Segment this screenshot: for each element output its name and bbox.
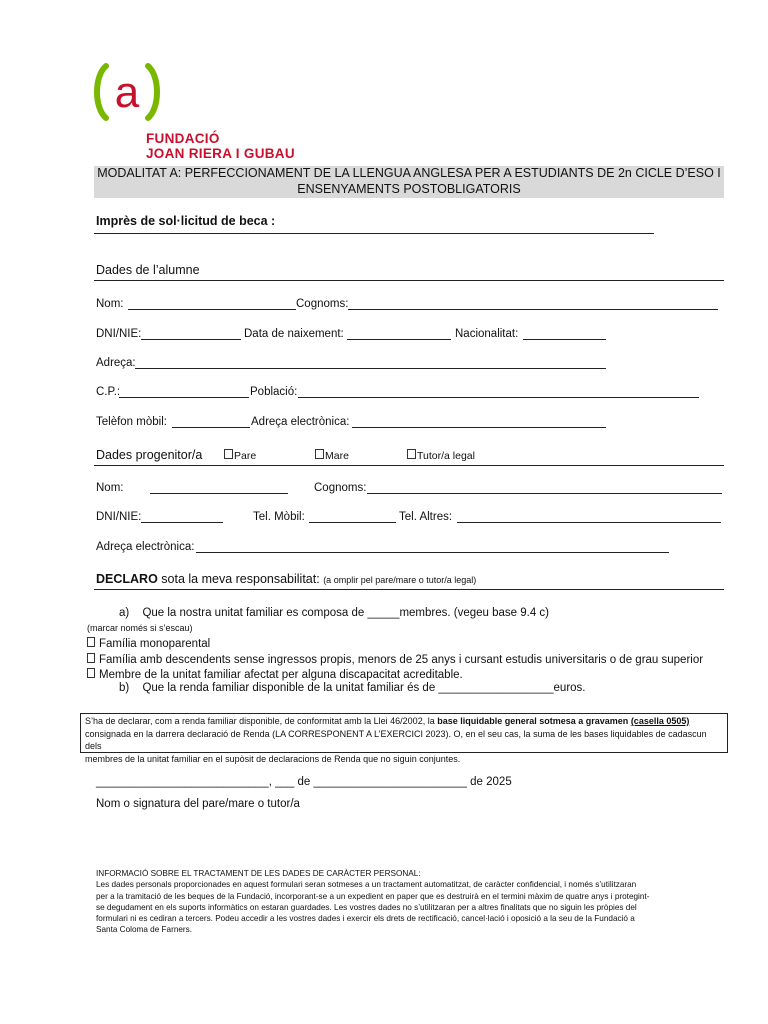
check-item-2[interactable] bbox=[87, 653, 703, 666]
item-b-text-1: Que la renda familiar disponible de la unitat familiar és de bbox=[142, 682, 439, 694]
year-text: de 2025 bbox=[466, 776, 512, 788]
student-email-label: Adreça electrònica: bbox=[251, 416, 350, 428]
student-phone-label: Telèfon mòbil: bbox=[96, 416, 167, 428]
student-nom-label: Nom: bbox=[96, 298, 124, 310]
parent-option-mare-label: Mare bbox=[325, 450, 349, 462]
declaro-rule bbox=[94, 589, 724, 590]
student-cognoms-label: Cognoms: bbox=[296, 298, 349, 310]
student-cp-label: C.P.: bbox=[96, 386, 121, 398]
checkbox-icon[interactable] bbox=[407, 449, 416, 459]
notice-p1-boldul: (casella 0505) bbox=[630, 716, 690, 726]
notice-p1: S’ha de declarar, com a renda familiar disponible, de conformitat amb la Llei 46/2002, la bbox=[85, 716, 438, 726]
student-address-field[interactable] bbox=[135, 368, 606, 369]
parent-email-field[interactable] bbox=[196, 552, 669, 553]
student-nationality-label: Nacionalitat: bbox=[455, 328, 519, 340]
parent-nom-field[interactable] bbox=[150, 493, 288, 494]
student-dob-label: Data de naixement: bbox=[244, 328, 344, 340]
parent-option-tutor-label: Tutor/a legal bbox=[417, 450, 475, 462]
modality-banner bbox=[94, 166, 724, 198]
notice-line-1 bbox=[85, 715, 723, 728]
checkbox-icon[interactable] bbox=[315, 449, 324, 459]
mark-note: (marcar només si s’escau) bbox=[87, 623, 193, 633]
item-b-text-2: euros. bbox=[553, 682, 586, 694]
student-heading: Dades de l’alumne bbox=[96, 263, 200, 277]
parent-nom-label: Nom: bbox=[96, 482, 124, 494]
parent-heading: Dades progenitor/a bbox=[96, 448, 203, 462]
student-email-field[interactable] bbox=[352, 427, 606, 428]
parent-cognoms-field[interactable] bbox=[367, 493, 722, 494]
privacy-title: INFORMACIÓ SOBRE EL TRACTAMENT DE LES DADES DE CARÀCTER PERSONAL: bbox=[96, 869, 421, 878]
parent-dni-label: DNI/NIE: bbox=[96, 511, 142, 523]
parent-heading-rule bbox=[94, 465, 724, 466]
parent-cognoms-label: Cognoms: bbox=[314, 482, 367, 494]
student-cognoms-field[interactable] bbox=[348, 309, 718, 310]
banner-line-2: ENSENYAMENTS POSTOBLIGATORIS bbox=[297, 181, 521, 196]
student-dni-label: DNI/NIE: bbox=[96, 328, 142, 340]
notice-line-3: membres de la unitat familiar en el supòsit de declaracions de Renda que no siguin conjuntes. bbox=[85, 753, 461, 764]
checkbox-icon[interactable] bbox=[224, 449, 233, 459]
notice-p1-bold: base liquidable general sotmesa a gravamen bbox=[437, 716, 629, 726]
check-item-3-label: Membre de la unitat familiar afectat per alguna discapacitat acreditable. bbox=[99, 669, 463, 681]
checkbox-icon[interactable] bbox=[87, 637, 95, 647]
title-rule bbox=[94, 233, 654, 234]
checkbox-icon[interactable] bbox=[87, 668, 95, 678]
privacy-line-1: Les dades personals proporcionades en aquest formulari seran sotmeses a un tractament automatitzat, de caràcter confidencial, i només s’utilitzaran bbox=[96, 880, 637, 890]
item-a bbox=[119, 607, 549, 619]
parent-dni-field[interactable] bbox=[141, 522, 223, 523]
declaro-bold: DECLARO bbox=[96, 572, 158, 586]
item-a-prefix: a) bbox=[119, 607, 130, 619]
svg-text:a: a bbox=[114, 68, 140, 117]
parent-option-pare-label: Pare bbox=[234, 450, 257, 462]
signature-date-line bbox=[96, 776, 512, 788]
parent-mobile-field[interactable] bbox=[309, 522, 396, 523]
parent-option-tutor[interactable] bbox=[407, 449, 475, 462]
item-a-text-2: membres. (vegeu base 9.4 c) bbox=[399, 607, 550, 619]
parent-mobile-label: Tel. Mòbil: bbox=[253, 511, 305, 523]
form-title: Imprès de sol·licitud de beca : bbox=[96, 214, 276, 228]
check-item-3[interactable] bbox=[87, 668, 463, 681]
item-b bbox=[119, 682, 586, 694]
brand-line-1: FUNDACIÓ bbox=[146, 131, 220, 146]
income-notice-box bbox=[80, 713, 728, 764]
brand-name bbox=[146, 131, 295, 161]
parent-email-label: Adreça electrònica: bbox=[96, 541, 195, 553]
declaro-note: (a omplir pel pare/mare o tutor/a legal) bbox=[323, 575, 477, 585]
checkbox-icon[interactable] bbox=[87, 653, 95, 663]
student-nom-field[interactable] bbox=[128, 309, 296, 310]
privacy-section bbox=[96, 868, 726, 936]
student-nationality-field[interactable] bbox=[523, 339, 606, 340]
place-blank[interactable]: ___________________________ bbox=[96, 776, 269, 788]
item-a-text-1: Que la nostra unitat familiar es composa de bbox=[142, 607, 368, 619]
brand-line-2: JOAN RIERA I GUBAU bbox=[146, 146, 295, 161]
banner-line-1: MODALITAT A: PERFECCIONAMENT DE LA LLENGUA ANGLESA PER A ESTUDIANTS DE 2n CICLE D’ESO I bbox=[97, 166, 721, 180]
logo-a-icon bbox=[92, 62, 162, 122]
parent-other-phone-label: Tel. Altres: bbox=[399, 511, 453, 523]
student-dob-field[interactable] bbox=[347, 339, 451, 340]
item-a-blank[interactable]: _____ bbox=[367, 607, 400, 619]
signature-label: Nom o signatura del pare/mare o tutor/a bbox=[96, 798, 300, 810]
student-cp-field[interactable] bbox=[119, 397, 249, 398]
parent-other-phone-field[interactable] bbox=[457, 522, 721, 523]
day-blank[interactable]: ___ bbox=[275, 776, 295, 788]
item-b-prefix: b) bbox=[119, 682, 130, 694]
declaro-text: sota la meva responsabilitat: bbox=[157, 572, 320, 586]
sep-comma: , bbox=[268, 776, 276, 788]
student-heading-rule bbox=[94, 280, 724, 281]
notice-line-2: consignada en la darrera declaració de Renda (LA CORRESPONENT A L’EXERCICI 2023). O, en el seu cas, la suma de les bases liquidables de cadascun dels bbox=[85, 728, 707, 751]
check-item-1-label: Família monoparental bbox=[99, 638, 211, 650]
student-city-label: Població: bbox=[250, 386, 298, 398]
student-phone-field[interactable] bbox=[172, 427, 250, 428]
privacy-line-3: se degudament en els suports informàtics on estaran guardades. Les vostres dades no s’utilitzaran per a altres finalitats que no siguin les pròpies del bbox=[96, 902, 637, 912]
check-item-1[interactable] bbox=[87, 637, 210, 650]
item-b-blank[interactable]: __________________ bbox=[438, 682, 554, 694]
privacy-line-2: per a la tramitació de les beques de la Fundació, incorporant-se a un expedient en paper que es destruirà en el termini màxim de quatre anys i protegint- bbox=[96, 891, 650, 901]
student-dni-field[interactable] bbox=[141, 339, 241, 340]
privacy-line-5: Santa Coloma de Farners. bbox=[96, 925, 193, 935]
parent-option-pare[interactable] bbox=[224, 449, 256, 462]
parent-option-mare[interactable] bbox=[315, 449, 349, 462]
privacy-line-4: formulari ni es cediran a tercers. Podeu accedir a les vostres dades i exercir els drets de rectificació, cancel·lació i oposició a la seu de la Fundació a bbox=[96, 914, 635, 924]
declaro-heading bbox=[96, 572, 476, 586]
student-address-label: Adreça: bbox=[96, 357, 136, 369]
sep-de: de bbox=[294, 776, 314, 788]
student-city-field[interactable] bbox=[298, 397, 699, 398]
month-blank[interactable]: ________________________ bbox=[313, 776, 467, 788]
check-item-2-label: Família amb descendents sense ingressos propis, menors de 25 anys i cursant estudis universitaris o de grau superior bbox=[99, 654, 704, 666]
